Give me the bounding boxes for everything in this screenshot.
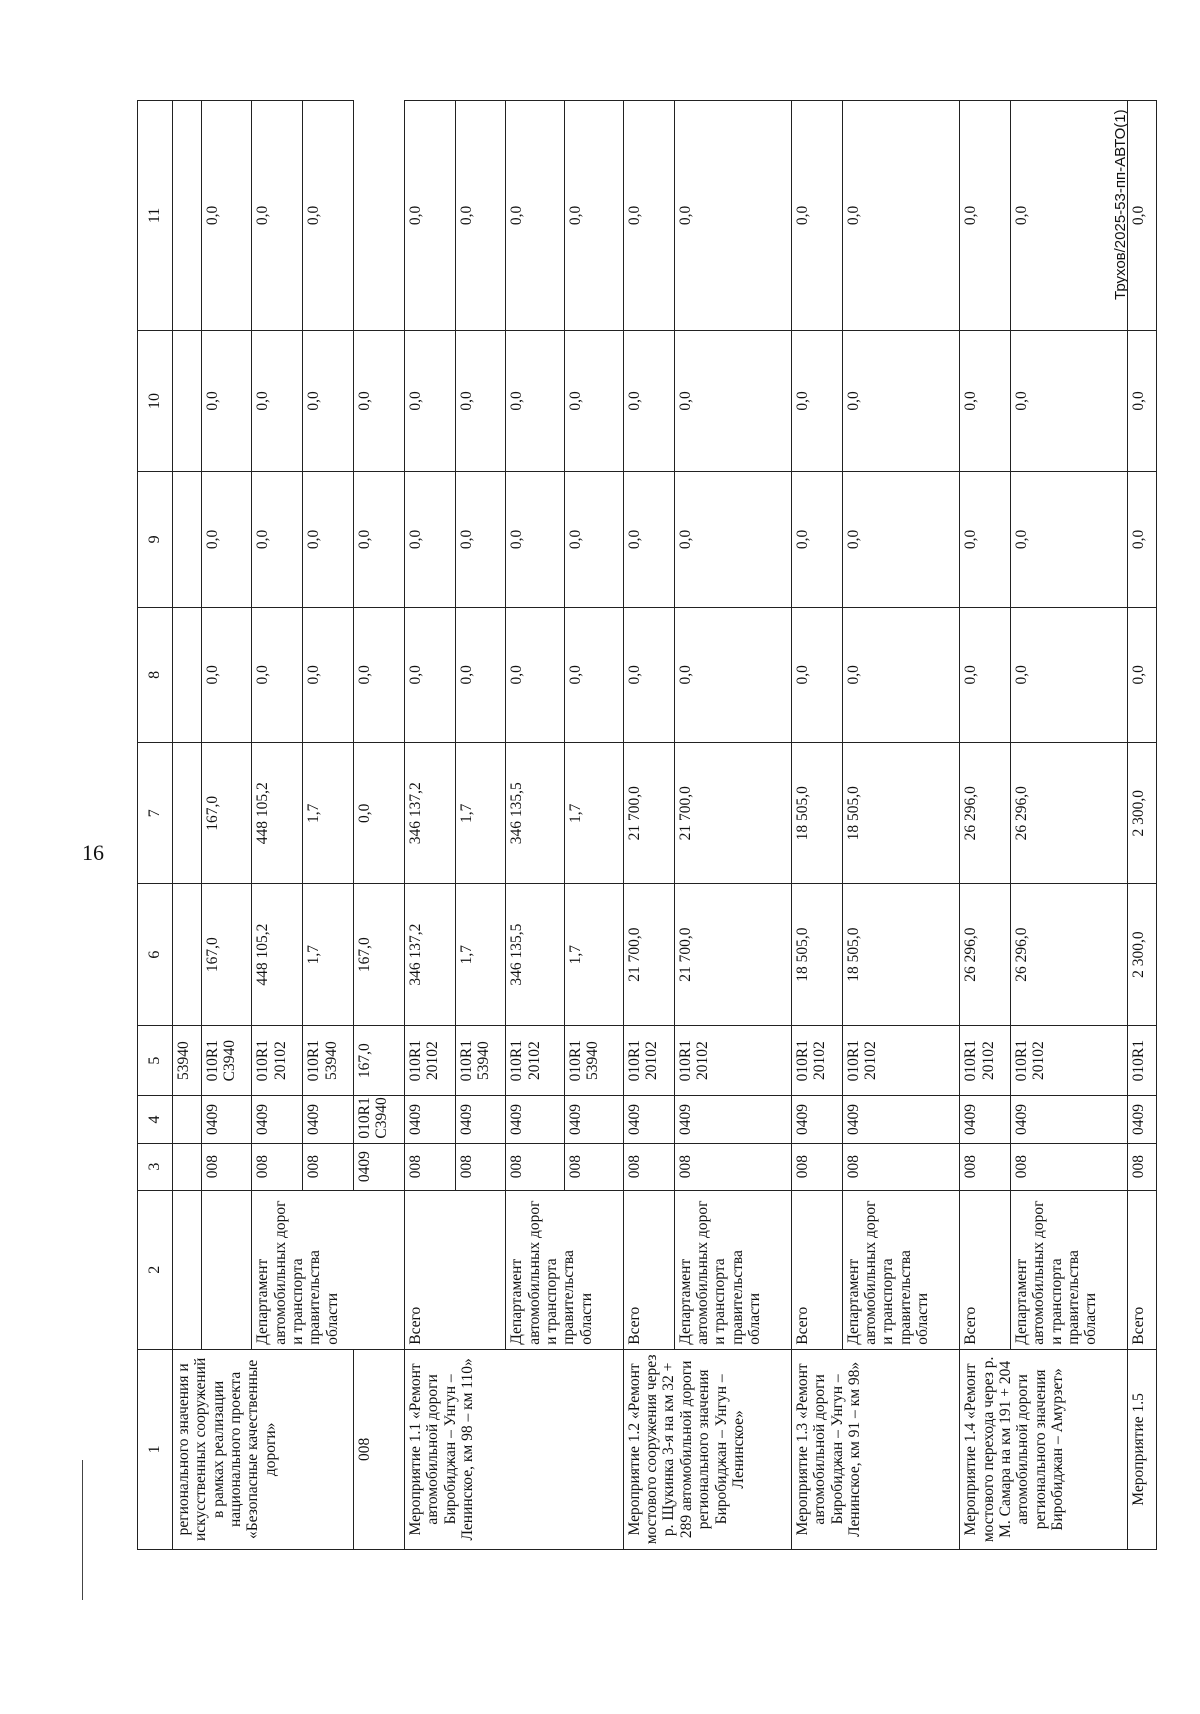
cell-col-10: 0,0 xyxy=(842,330,959,471)
cell-col-8: 0,0 xyxy=(565,607,624,742)
cell-col-11: 0,0 xyxy=(455,101,506,331)
cell-col-5: 010R1 20102 xyxy=(623,1025,674,1096)
cell-col-5: 010R1 20102 xyxy=(506,1025,565,1096)
table-row xyxy=(791,101,842,1550)
cell-col-3: 008 xyxy=(506,1143,565,1190)
table-row xyxy=(623,101,674,1550)
cell-responsible: Департамент автомобильных дорог и транспорта правительства области xyxy=(252,1190,404,1349)
cell-col-10: 0,0 xyxy=(623,330,674,471)
cell-col-7: 2 300,0 xyxy=(1128,743,1157,884)
cell-col-4: 0409 xyxy=(252,1096,303,1143)
footer-rule xyxy=(82,1460,83,1600)
cell-col-10: 0,0 xyxy=(1128,330,1157,471)
column-header-8: 8 xyxy=(138,607,173,742)
cell-col-6: 448 105,2 xyxy=(252,884,303,1025)
cell-col-4: 0409 xyxy=(842,1096,959,1143)
cell-col-9: 0,0 xyxy=(842,472,959,607)
cell-col-5: 53940 xyxy=(173,1025,202,1096)
column-header-4: 4 xyxy=(138,1096,173,1143)
cell-col-8: 0,0 xyxy=(252,607,303,742)
cell-col-8: 0,0 xyxy=(674,607,791,742)
cell-col-6: 1,7 xyxy=(303,884,354,1025)
cell-col-7: 21 700,0 xyxy=(674,743,791,884)
cell-responsible xyxy=(201,1190,252,1349)
cell-col-5: 010R1 20102 xyxy=(960,1025,1011,1096)
cell-col-9 xyxy=(173,472,202,607)
cell-col-11: 0,0 xyxy=(842,101,959,331)
cell-responsible: Департамент автомобильных дорог и транспорта правительства области xyxy=(506,1190,623,1349)
cell-col-6: 2 300,0 xyxy=(1128,884,1157,1025)
cell-col-3: 008 xyxy=(353,1349,404,1549)
cell-col-4: 0409 xyxy=(303,1096,354,1143)
cell-col-10: 0,0 xyxy=(565,330,624,471)
cell-col-10: 0,0 xyxy=(1010,330,1127,471)
cell-col-5: 010R1 20102 xyxy=(842,1025,959,1096)
cell-col-3: 008 xyxy=(455,1143,506,1190)
cell-col-11 xyxy=(173,101,202,331)
cell-col-7: 167,0 xyxy=(201,743,252,884)
table-row xyxy=(1010,101,1127,1550)
cell-col-3: 008 xyxy=(674,1143,791,1190)
cell-col-3 xyxy=(173,1143,202,1190)
cell-responsible: Департамент автомобильных дорог и транспорта правительства области xyxy=(674,1190,791,1349)
cell-event-name: Мероприятие 1.3 «Ремонт автомобильной дороги Биробиджан – Унгун – Ленинское, км 91 – км 98» xyxy=(791,1349,959,1549)
cell-col-7: 26 296,0 xyxy=(960,743,1011,884)
cell-col-8 xyxy=(173,607,202,742)
cell-col-6: 21 700,0 xyxy=(674,884,791,1025)
cell-col-8: 0,0 xyxy=(404,607,455,742)
cell-col-10: 0,0 xyxy=(960,330,1011,471)
cell-col-9: 0,0 xyxy=(791,472,842,607)
column-header-9: 9 xyxy=(138,472,173,607)
cell-event-name: Мероприятие 1.2 «Ремонт мостового сооружения через р. Щукинка 3-я на км 32 + 289 автомобильной дороги регионального значения Биробиджан – Унгун – Ленинское» xyxy=(623,1349,791,1549)
cell-event-name: Мероприятие 1.1 «Ремонт автомобильной дороги Биробиджан – Унгун – Ленинское, км 98 – км 110» xyxy=(404,1349,623,1549)
table-row xyxy=(506,101,565,1550)
cell-col-10: 0,0 xyxy=(201,330,252,471)
cell-col-3: 008 xyxy=(623,1143,674,1190)
cell-col-11: 0,0 xyxy=(303,101,354,331)
cell-col-10: 0,0 xyxy=(252,330,303,471)
cell-col-11: 0,0 xyxy=(506,101,565,331)
cell-col-8: 0,0 xyxy=(623,607,674,742)
column-header-5: 5 xyxy=(138,1025,173,1096)
cell-col-4: 0409 xyxy=(623,1096,674,1143)
cell-col-6: 26 296,0 xyxy=(960,884,1011,1025)
cell-event-name: Мероприятие 1.4 «Ремонт мостового перехода через р. М. Самара на км 191 + 204 автомобильной дороги регионального значения Биробиджан – Амурзет» xyxy=(960,1349,1128,1549)
cell-col-10: 0,0 xyxy=(303,330,354,471)
cell-col-7: 1,7 xyxy=(565,743,624,884)
cell-col-3: 008 xyxy=(791,1143,842,1190)
cell-col-6: 346 137,2 xyxy=(404,884,455,1025)
cell-col-8: 0,0 xyxy=(842,607,959,742)
cell-col-9: 0,0 xyxy=(506,472,565,607)
cell-col-6: 167,0 xyxy=(201,884,252,1025)
cell-col-8: 0,0 xyxy=(455,607,506,742)
cell-responsible: Всего xyxy=(623,1190,674,1349)
cell-responsible: Всего xyxy=(960,1190,1011,1349)
cell-col-11: 0,0 xyxy=(353,330,404,471)
cell-col-7: 18 505,0 xyxy=(791,743,842,884)
table-row xyxy=(404,101,455,1550)
column-header-6: 6 xyxy=(138,884,173,1025)
column-header-11: 11 xyxy=(138,101,173,331)
cell-col-10: 0,0 xyxy=(353,472,404,607)
table-row xyxy=(960,101,1011,1550)
cell-col-8: 0,0 xyxy=(303,607,354,742)
cell-responsible: Всего xyxy=(404,1190,506,1349)
table-row xyxy=(201,101,252,1550)
cell-col-10: 0,0 xyxy=(506,330,565,471)
cell-col-7: 1,7 xyxy=(303,743,354,884)
cell-col-5: 010R1 xyxy=(1128,1025,1157,1096)
cell-col-7: 448 105,2 xyxy=(252,743,303,884)
column-header-3: 3 xyxy=(138,1143,173,1190)
cell-col-4: 0409 xyxy=(565,1096,624,1143)
cell-col-11: 0,0 xyxy=(623,101,674,331)
cell-col-11: 0,0 xyxy=(565,101,624,331)
cell-col-8: 0,0 xyxy=(201,607,252,742)
cell-event-name: Мероприятие 1.5 xyxy=(1128,1349,1157,1549)
cell-col-8: 0,0 xyxy=(506,607,565,742)
cell-col-5: 010R1 53940 xyxy=(455,1025,506,1096)
cell-col-7: 21 700,0 xyxy=(623,743,674,884)
cell-col-9: 0,0 xyxy=(960,472,1011,607)
cell-col-6: 18 505,0 xyxy=(791,884,842,1025)
cell-col-11: 0,0 xyxy=(201,101,252,331)
cell-col-9: 0,0 xyxy=(455,472,506,607)
cell-col-11: 0,0 xyxy=(791,101,842,331)
cell-col-7: 1,7 xyxy=(455,743,506,884)
cell-col-4: 0409 xyxy=(1128,1096,1157,1143)
column-header-1: 1 xyxy=(138,1349,173,1549)
document-reference-text: Трухов/2025-53-пп-АВТО(1) xyxy=(1112,109,1129,300)
cell-col-11: 0,0 xyxy=(404,101,455,331)
cell-col-5: 010R1 20102 xyxy=(404,1025,455,1096)
cell-col-7: 167,0 xyxy=(353,884,404,1025)
table-row xyxy=(674,101,791,1550)
cell-col-5: 010R1 53940 xyxy=(303,1025,354,1096)
cell-col-7: 346 137,2 xyxy=(404,743,455,884)
cell-col-9: 0,0 xyxy=(674,472,791,607)
cell-responsible: Департамент автомобильных дорог и транспорта правительства области xyxy=(842,1190,959,1349)
cell-col-8: 0,0 xyxy=(1010,607,1127,742)
cell-col-3: 008 xyxy=(565,1143,624,1190)
table-row xyxy=(842,101,959,1550)
cell-col-6: 18 505,0 xyxy=(842,884,959,1025)
cell-col-4 xyxy=(173,1096,202,1143)
cell-responsible: Департамент автомобильных дорог и транспорта правительства области xyxy=(1010,1190,1127,1349)
cell-col-8: 0,0 xyxy=(791,607,842,742)
cell-col-4: 0409 xyxy=(1010,1096,1127,1143)
budget-table xyxy=(137,100,1157,1550)
cell-col-5: 010R1 20102 xyxy=(1010,1025,1127,1096)
cell-col-9: 0,0 xyxy=(623,472,674,607)
cell-responsible: Всего xyxy=(1128,1190,1157,1349)
cell-col-7: 26 296,0 xyxy=(1010,743,1127,884)
cell-col-3: 008 xyxy=(201,1143,252,1190)
cell-col-6: 1,7 xyxy=(455,884,506,1025)
cell-col-4: 0409 xyxy=(404,1096,455,1143)
table-row xyxy=(1128,101,1157,1550)
cell-col-3: 008 xyxy=(303,1143,354,1190)
rotated-table xyxy=(137,100,1157,1550)
cell-col-6: 26 296,0 xyxy=(1010,884,1127,1025)
cell-col-7: 346 135,5 xyxy=(506,743,565,884)
cell-event-name: регионального значения и искусственных сооружений в рамках реализации национального проекта «Безопасные качественные дороги» xyxy=(173,1349,354,1549)
cell-col-10: 0,0 xyxy=(674,330,791,471)
cell-col-5: 010R1 С3940 xyxy=(201,1025,252,1096)
cell-col-5: 010R1 С3940 xyxy=(353,1096,404,1143)
cell-col-3: 008 xyxy=(252,1143,303,1190)
column-header-2: 2 xyxy=(138,1190,173,1349)
cell-col-4: 0409 xyxy=(791,1096,842,1143)
cell-col-9: 0,0 xyxy=(565,472,624,607)
cell-col-11: 0,0 xyxy=(252,101,303,331)
cell-col-6: 1,7 xyxy=(565,884,624,1025)
cell-col-6: 346 135,5 xyxy=(506,884,565,1025)
table-row xyxy=(173,101,202,1550)
cell-col-5: 010R1 20102 xyxy=(674,1025,791,1096)
cell-col-9: 0,0 xyxy=(404,472,455,607)
cell-col-11: 0,0 xyxy=(960,101,1011,331)
cell-col-9: 0,0 xyxy=(1010,472,1127,607)
table-body xyxy=(173,101,1157,1550)
cell-col-3: 008 xyxy=(1010,1143,1127,1190)
table-header-row xyxy=(138,101,173,1550)
cell-col-5: 010R1 53940 xyxy=(565,1025,624,1096)
cell-col-9: 0,0 xyxy=(252,472,303,607)
cell-col-3: 008 xyxy=(960,1143,1011,1190)
cell-col-4: 0409 xyxy=(674,1096,791,1143)
cell-col-10: 0,0 xyxy=(791,330,842,471)
cell-col-3: 008 xyxy=(1128,1143,1157,1190)
cell-col-4: 0409 xyxy=(960,1096,1011,1143)
cell-col-5: 010R1 20102 xyxy=(252,1025,303,1096)
cell-col-11: 0,0 xyxy=(1010,101,1127,331)
cell-col-7: 18 505,0 xyxy=(842,743,959,884)
cell-col-11: 0,0 xyxy=(674,101,791,331)
cell-col-8: 0,0 xyxy=(353,743,404,884)
cell-col-11: 0,0 xyxy=(1128,101,1157,331)
page-number: 16 xyxy=(82,840,104,865)
cell-col-10: 0,0 xyxy=(404,330,455,471)
cell-col-9: 0,0 xyxy=(1128,472,1157,607)
cell-col-6 xyxy=(173,884,202,1025)
cell-col-4: 0409 xyxy=(353,1143,404,1190)
cell-col-9: 0,0 xyxy=(201,472,252,607)
cell-col-8: 0,0 xyxy=(960,607,1011,742)
cell-col-4: 0409 xyxy=(201,1096,252,1143)
table-row xyxy=(252,101,303,1550)
cell-col-10 xyxy=(173,330,202,471)
column-header-7: 7 xyxy=(138,743,173,884)
column-header-10: 10 xyxy=(138,330,173,471)
budget-table-container xyxy=(137,100,1157,1550)
cell-col-3: 008 xyxy=(842,1143,959,1190)
cell-col-8: 0,0 xyxy=(1128,607,1157,742)
cell-col-5: 010R1 20102 xyxy=(791,1025,842,1096)
cell-col-9: 0,0 xyxy=(303,472,354,607)
cell-col-9: 0,0 xyxy=(353,607,404,742)
cell-responsible xyxy=(173,1190,202,1349)
cell-responsible: Всего xyxy=(791,1190,842,1349)
cell-col-6: 21 700,0 xyxy=(623,884,674,1025)
cell-col-7 xyxy=(173,743,202,884)
cell-col-6: 167,0 xyxy=(353,1025,404,1096)
cell-col-3: 008 xyxy=(404,1143,455,1190)
cell-col-4: 0409 xyxy=(506,1096,565,1143)
cell-col-4: 0409 xyxy=(455,1096,506,1143)
cell-col-10: 0,0 xyxy=(455,330,506,471)
